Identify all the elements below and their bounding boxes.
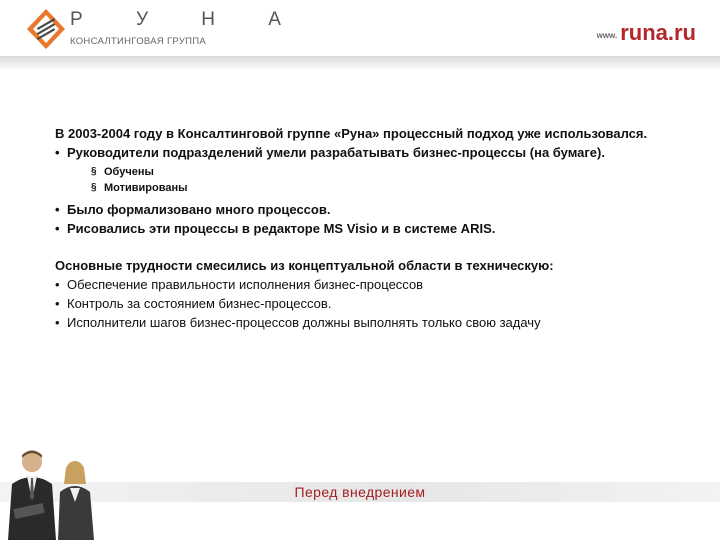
brand-name: Р У Н А [70, 9, 305, 30]
sub-list-item: § Обучены [91, 164, 675, 180]
bullet-list-1 [55, 143, 675, 162]
difficulties-list [55, 275, 675, 332]
site-domain: runa.ru [620, 20, 696, 45]
site-prefix: www. [596, 31, 618, 40]
footer-title: Перед внедрением [294, 484, 426, 500]
intro-text: В 2003-2004 году в Консалтинговой группе «Руна» процессный подход уже использовался. [55, 126, 648, 141]
list-item: • Обеспечение правильности исполнения бизнес-процессов [55, 275, 675, 294]
brand-subtitle: КОНСАЛТИНГОВАЯ ГРУППА [70, 36, 207, 47]
site-url[interactable] [597, 20, 696, 46]
sub-list-item: § Мотивированы [91, 180, 675, 196]
list-item: • Исполнители шагов бизнес-процессов должны выполнять только свою задачу [55, 313, 675, 332]
slide-body [55, 124, 675, 332]
business-people-photo [0, 440, 110, 540]
difficulties-heading: Основные трудности смесились из концептуальной области в техническую: [55, 258, 554, 273]
bullet-list-2 [55, 200, 675, 238]
header-divider [0, 56, 720, 70]
sub-bullet-list [91, 164, 675, 196]
list-item: • Рисовались эти процессы в редакторе MS Visio и в системе ARIS. [55, 219, 675, 238]
list-item: • Было формализовано много процессов. [55, 200, 675, 219]
header [0, 0, 720, 58]
list-item: • Контроль за состоянием бизнес-процессов. [55, 294, 675, 313]
list-item: • Руководители подразделений умели разрабатывать бизнес-процессы (на бумаге). [55, 143, 675, 162]
logo-mark-icon [26, 8, 66, 50]
